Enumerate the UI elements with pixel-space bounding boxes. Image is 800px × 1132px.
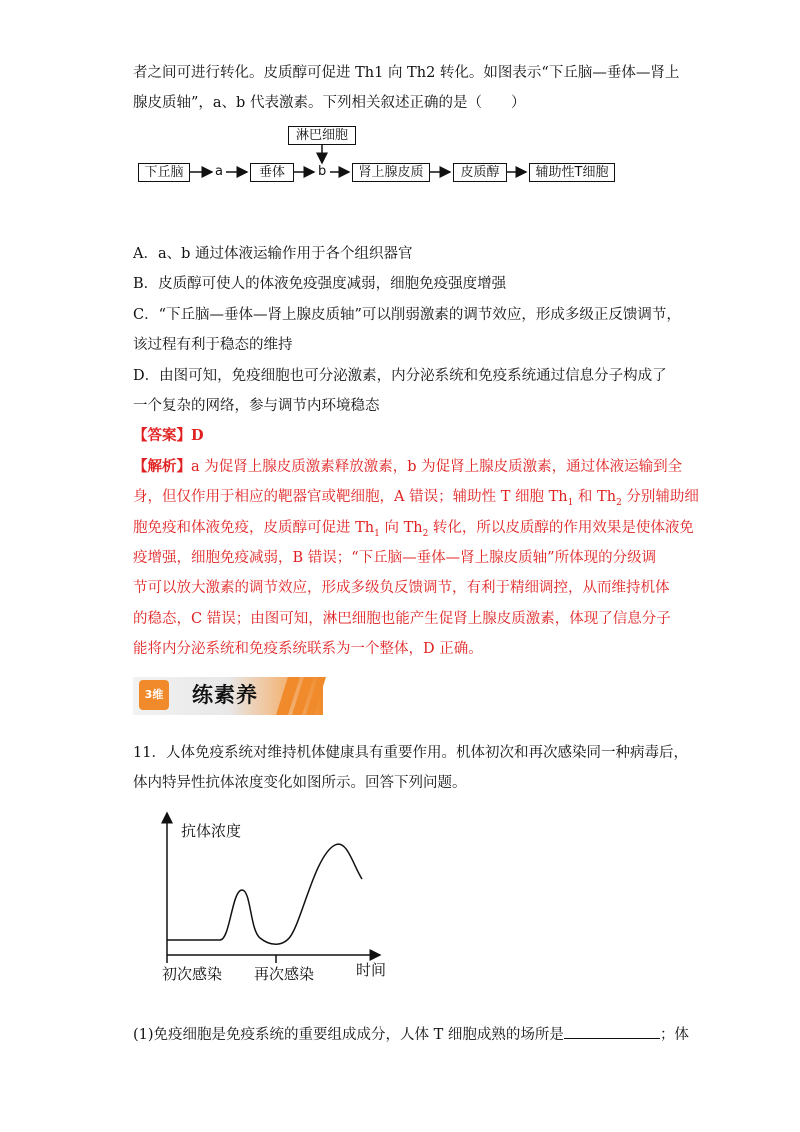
analysis-line-6: 的稳态，C 错误；由图可知，淋巴细胞也能产生促肾上腺皮质激素，体现了信息分子 [133, 611, 671, 627]
option-b: B．皮质醇可使人的体液免疫强度减弱，细胞免疫强度增强 [133, 276, 507, 292]
analysis-line-2 [133, 487, 699, 513]
option-d-line-2: 一个复杂的网络，参与调节内环境稳态 [133, 398, 380, 414]
option-c-line-2: 该过程有利于稳态的维持 [133, 337, 293, 353]
q1-answer-blank[interactable] [564, 1024, 660, 1039]
graph-first-infection-label: 初次感染 [162, 965, 223, 983]
option-a: A．a、b 通过体液运输作用于各个组织器官 [133, 246, 413, 262]
flow-pituitary-box: 垂体 [250, 163, 294, 182]
analysis-text-3a: 胞免疫和体液免疫，皮质醇可促进 Th [133, 520, 375, 536]
analysis-sub: 2 [616, 497, 622, 508]
flow-hormone-a: a [215, 164, 223, 179]
q11-line-1: 11．人体免疫系统对维持机体健康具有重要作用。机体初次和再次感染同一种病毒后， [133, 745, 688, 761]
graph-y-label: 抗体浓度 [181, 822, 242, 840]
flow-lymphocyte-box: 淋巴细胞 [288, 126, 356, 145]
analysis-line-4: 疫增强，细胞免疫减弱，B 错误；“下丘脑—垂体—肾上腺皮质轴”所体现的分级调 [133, 550, 657, 566]
flow-adrenal-cortex-box: 肾上腺皮质 [352, 163, 430, 182]
answer [133, 426, 204, 446]
graph-second-infection-label: 再次感染 [254, 965, 315, 983]
q1-suffix: ；体 [659, 1027, 689, 1043]
antibody-curve [167, 844, 362, 944]
flow-helper-t-box: 辅助性T细胞 [529, 163, 615, 182]
analysis-label: 【解析】 [133, 458, 191, 475]
analysis-text-2c: 分别辅助细 [621, 489, 699, 505]
analysis-sub: 1 [567, 497, 574, 508]
q11-line-2: 体内特异性抗体浓度变化如图所示。回答下列问题。 [133, 775, 467, 791]
option-c-line-1: C．“下丘脑—垂体—肾上腺皮质轴”可以削弱激素的调节效应，形成多级正反馈调节， [133, 307, 681, 323]
intro-line-2: 腺皮质轴”，a、b 代表激素。下列相关叙述正确的是（ ） [133, 95, 526, 111]
analysis-line-5: 节可以放大激素的调节效应，形成多级负反馈调节，有利于精细调控，从而维持机体 [133, 580, 670, 596]
banner-badge: 3维 [139, 680, 169, 710]
banner-slash-icon [270, 677, 330, 715]
analysis-text-2b: 和 Th [573, 489, 617, 505]
analysis-sub: 1 [374, 528, 380, 539]
analysis-line-3 [133, 518, 694, 544]
flow-hypothalamus-box: 下丘脑 [138, 163, 190, 182]
analysis-text-1: a 为促肾上腺皮质激素释放激素，b 为促肾上腺皮质激素，通过体液运输到全 [191, 459, 683, 475]
flow-cortisol-box: 皮质醇 [453, 163, 507, 182]
flow-hormone-b: b [318, 164, 327, 179]
analysis-line-1 [133, 457, 682, 477]
option-d-line-1: D．由图可知，免疫细胞也可分泌激素，内分泌系统和免疫系统通过信息分子构成了 [133, 368, 667, 384]
q1-line [133, 1024, 689, 1045]
analysis-line-7: 能将内分泌系统和免疫系统联系为一个整体，D 正确。 [133, 641, 483, 657]
intro-line-1: 者之间可进行转化。皮质醇可促进 Th1 向 Th2 转化。如图表示“下丘脑—垂体—肾上 [133, 65, 680, 81]
answer-value: D [191, 427, 204, 444]
graph-x-label: 时间 [356, 961, 387, 979]
answer-label: 【答案】 [133, 427, 191, 444]
q1-prefix: (1)免疫细胞是免疫系统的重要组成成分，人体 T 细胞成熟的场所是 [133, 1027, 564, 1043]
analysis-text-3b: 向 Th [379, 520, 423, 536]
analysis-text-2a: 身，但仅作用于相应的靶器官或靶细胞，A 错误；辅助性 T 细胞 Th [133, 489, 568, 505]
banner-title: 练素养 [192, 683, 258, 707]
analysis-sub: 2 [422, 528, 429, 539]
analysis-text-3c: 转化，所以皮质醇的作用效果是使体液免 [428, 520, 694, 536]
